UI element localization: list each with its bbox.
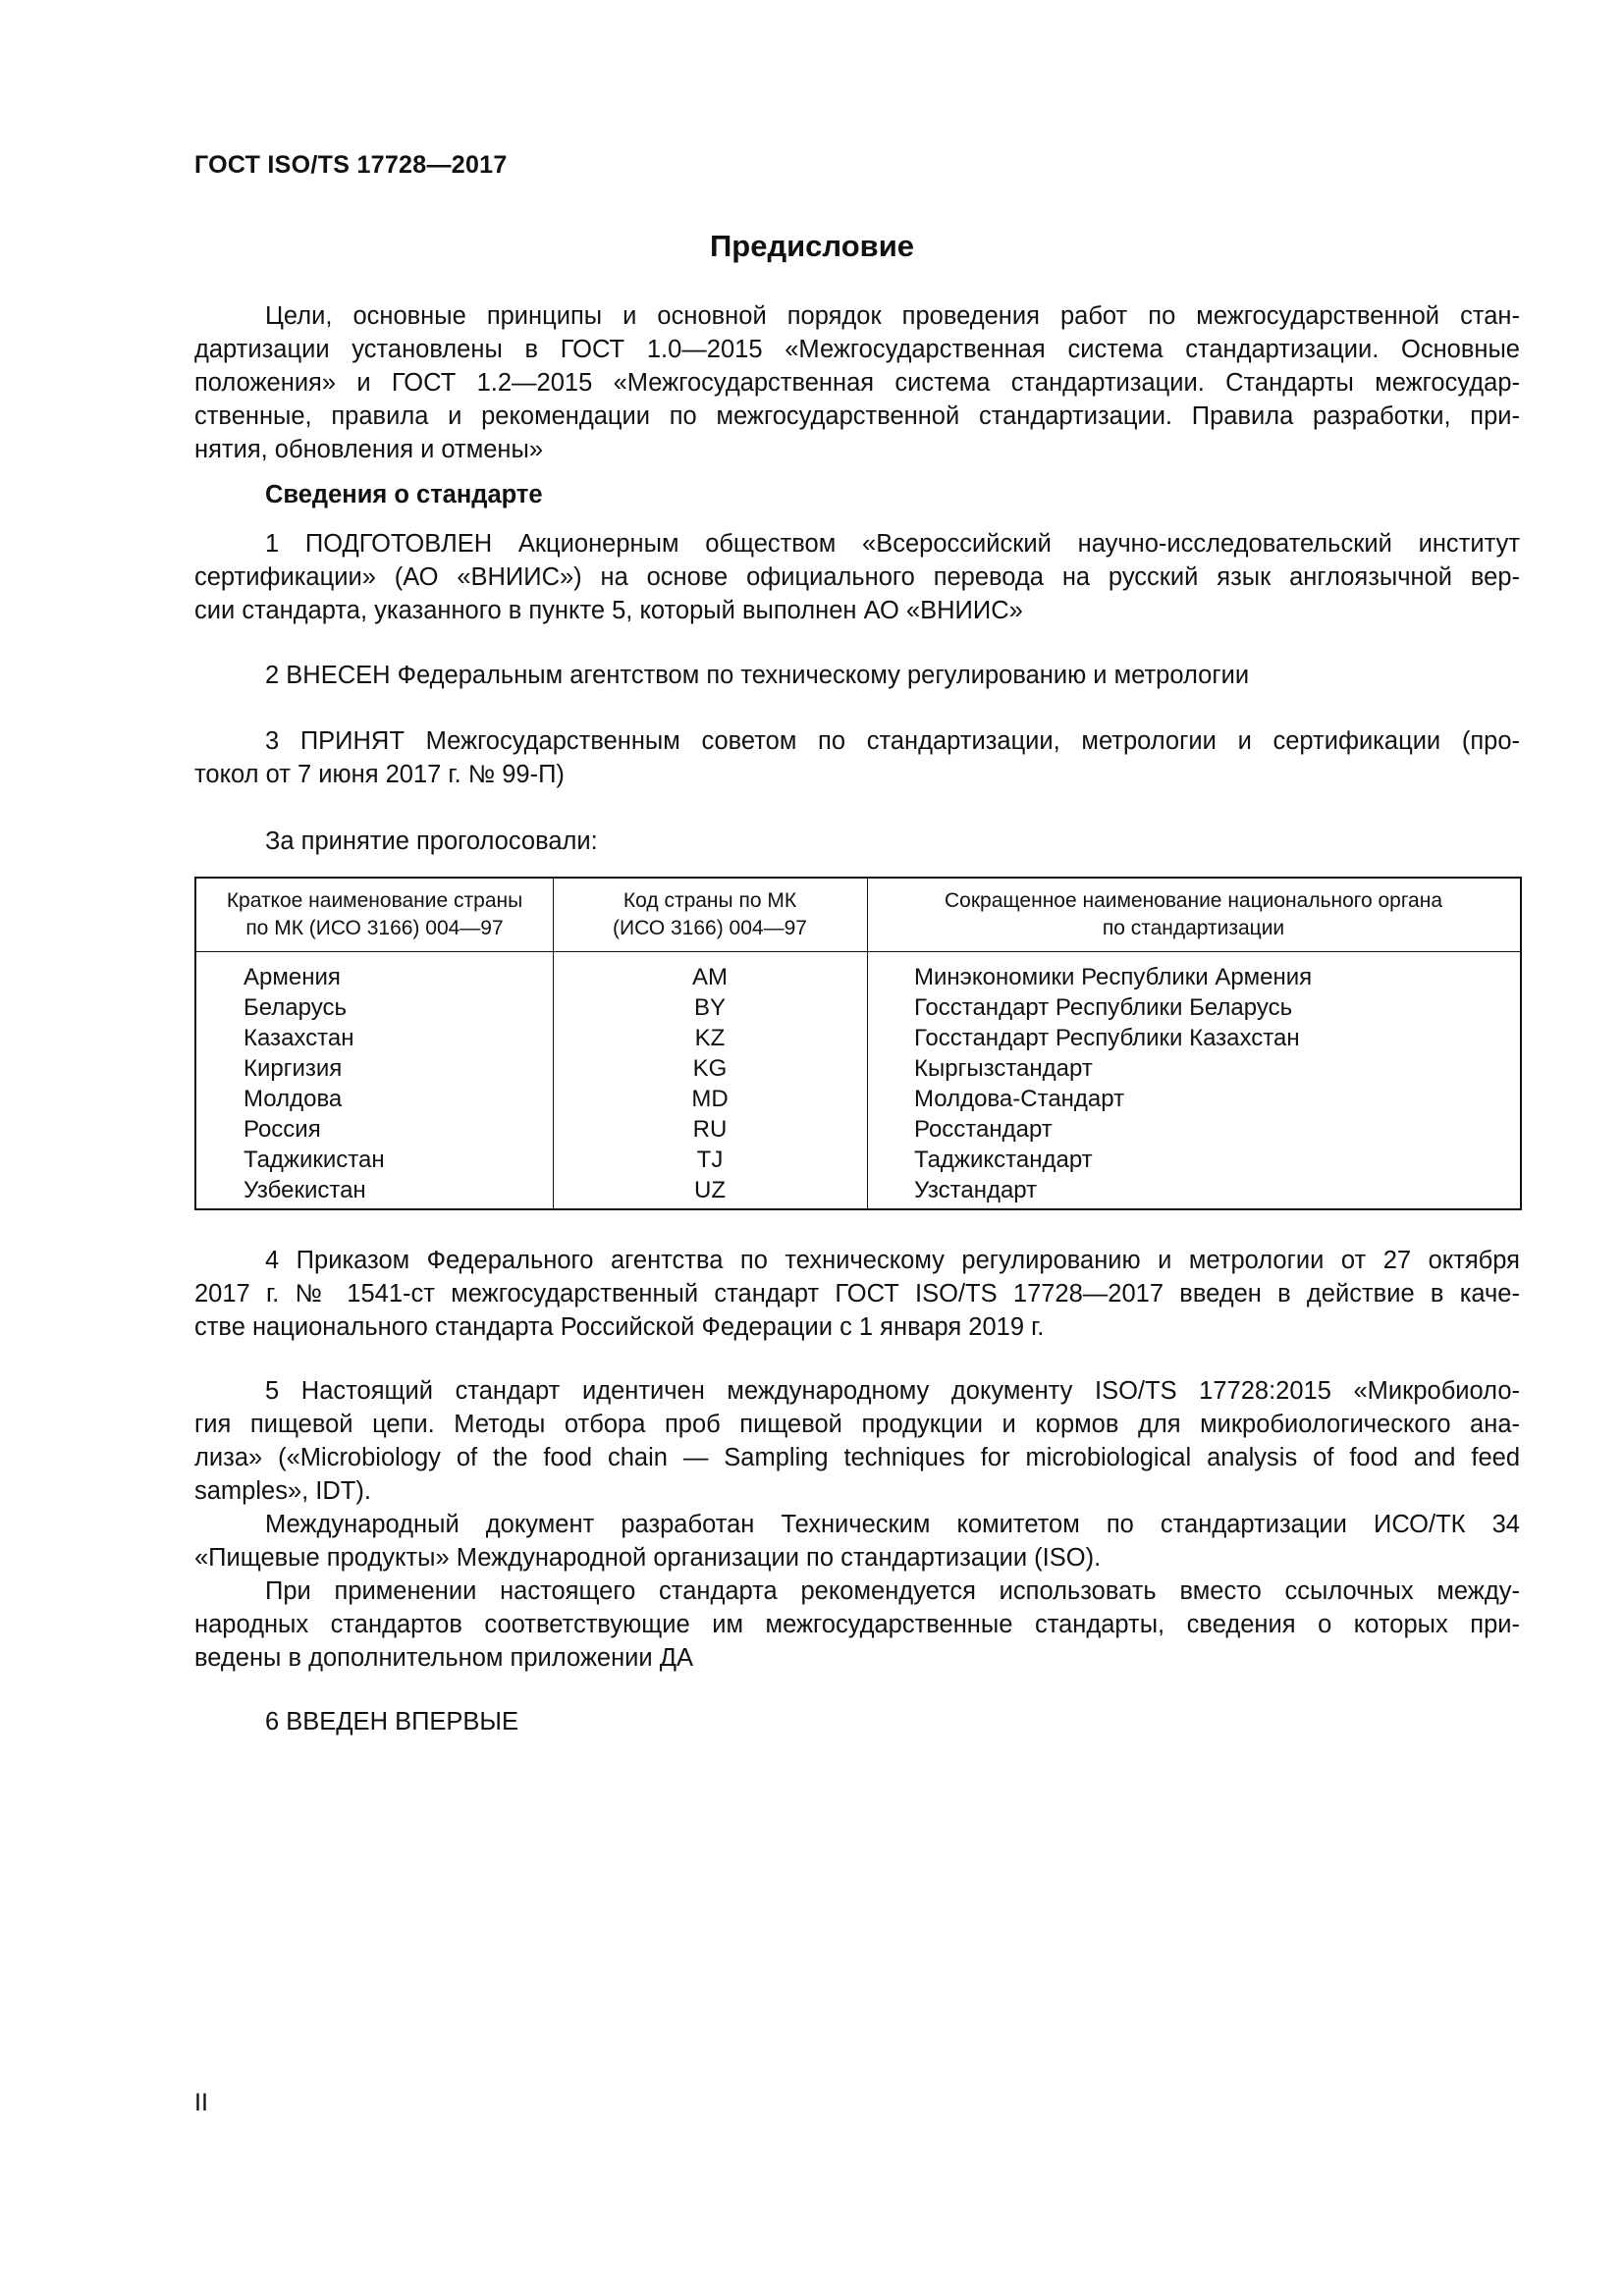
item-1-line: 1 ПОДГОТОВЛЕН Акционерным обществом «Всероссийский научно-исследовательский институт [265,530,1520,558]
table-cell-country: Узбекистан [244,1177,366,1203]
table-cell-body: Росстандарт [914,1116,1053,1143]
item-4-line: стве национального стандарта Российской Федерации с 1 января 2019 г. [194,1313,1045,1341]
header-line: по МК (ИСО 3166) 004—97 [245,917,504,939]
item-5-paragraph [194,1374,1520,1675]
table-cell-body: Молдова-Стандарт [914,1086,1125,1112]
table-header-country [196,887,553,942]
table-cell-country: Казахстан [244,1025,354,1051]
item-4-line: 2017 г. № 1541-ст межгосударственный стандарт ГОСТ ISO/TS 17728—2017 введен в действие в каче- [194,1280,1520,1308]
item-5-line: лиза» («Microbiology of the food chain — Sampling techniques for microbiological analysis of food and feed [194,1444,1520,1471]
table-cell-body: Узстандарт [914,1177,1038,1203]
table-cell-country: Армения [244,964,341,990]
table-cell-country: Молдова [244,1086,343,1112]
intro-line: ственные, правила и рекомендации по межгосударственной стандартизации. Правила разработки, при- [194,402,1520,430]
item-5-line: народных стандартов соответствующие им межгосударственные стандарты, сведения о которых при- [194,1611,1520,1638]
table-header-code [553,887,867,942]
standard-info-heading: Сведения о стандарте [265,481,543,508]
item-4-paragraph [194,1244,1520,1344]
table-cell-body: Минэкономики Республики Армения [914,964,1313,990]
header-line: Сокращенное наименование национального органа [944,889,1443,912]
item-5-line: ведены в дополнительном приложении ДА [194,1644,694,1672]
table-cell-country: Беларусь [244,994,347,1021]
intro-line: нятия, обновления и отмены» [194,436,544,463]
header-line: Краткое наименование страны [226,889,523,912]
table-cell-body: Таджикстандарт [914,1147,1093,1173]
page-title: Предисловие [709,229,914,263]
table-cell-code: TJ [696,1147,724,1173]
item-1-paragraph [194,527,1520,627]
table-cell-body: Госстандарт Республики Беларусь [914,994,1293,1021]
table-cell-code: BY [693,994,726,1021]
table-cell-code: UZ [694,1177,726,1203]
intro-line: Цели, основные принципы и основной порядок проведения работ по межгосударственной стан- [265,302,1520,330]
item-5-line: гия пищевой цепи. Методы отбора проб пищевой продукции и кормов для микробиологического ана- [194,1411,1520,1438]
item-6-paragraph: 6 ВВЕДЕН ВПЕРВЫЕ [265,1708,519,1735]
table-header-body [867,887,1520,942]
country-column [244,962,538,1205]
voting-table [194,877,1522,1210]
table-cell-country: Киргизия [244,1055,343,1082]
table-cell-country: Таджикистан [244,1147,385,1173]
header-line: (ИСО 3166) 004—97 [613,917,807,939]
item-3-line: токол от 7 июня 2017 г. № 99-П) [194,761,565,788]
item-4-line: 4 Приказом Федерального агентства по техническому регулированию и метрологии от 27 октября [265,1247,1520,1274]
intro-line: положения» и ГОСТ 1.2—2015 «Межгосударственная система стандартизации. Стандарты межгосудар- [194,369,1520,397]
voted-label: За принятие проголосовали: [265,828,598,855]
intro-line: дартизации установлены в ГОСТ 1.0—2015 «Межгосударственная система стандартизации. Основные [194,336,1520,363]
table-cell-country: Россия [244,1116,321,1143]
item-1-line: сии стандарта, указанного в пункте 5, который выполнен АО «ВНИИС» [194,597,1023,624]
item-1-line: сертификации» (АО «ВНИИС») на основе официального перевода на русский язык англоязычной вер- [194,563,1520,591]
item-2-paragraph: 2 ВНЕСЕН Федеральным агентством по техническому регулированию и метрологии [265,662,1250,689]
table-cell-code: KG [692,1055,728,1082]
table-cell-body: Кыргызстандарт [914,1055,1093,1082]
table-header-divider [196,951,1520,952]
body-column [914,962,1503,1205]
table-cell-code: MD [691,1086,729,1112]
page-number: II [194,2089,208,2116]
item-5-line: Международный документ разработан Техническим комитетом по стандартизации ИСО/ТК 34 [265,1511,1520,1538]
code-column [553,962,867,1205]
item-3-line: 3 ПРИНЯТ Межгосударственным советом по стандартизации, метрологии и сертификации (про- [265,727,1520,755]
item-5-line: «Пищевые продукты» Международной организации по стандартизации (ISO). [194,1544,1102,1572]
table-cell-code: KZ [694,1025,726,1051]
header-line: по стандартизации [1102,917,1285,939]
table-cell-code: RU [692,1116,728,1143]
item-3-paragraph [194,724,1520,791]
item-5-line: 5 Настоящий стандарт идентичен международному документу ISO/TS 17728:2015 «Микробиоло- [265,1377,1520,1405]
header-line: Код страны по МК [623,889,797,912]
table-cell-code: AM [692,964,728,990]
item-5-line: samples», IDT). [194,1477,371,1505]
table-cell-body: Госстандарт Республики Казахстан [914,1025,1300,1051]
item-5-line: При применении настоящего стандарта рекомендуется использовать вместо ссылочных между- [265,1577,1520,1605]
intro-paragraph [194,299,1520,466]
document-code-header: ГОСТ ISO/TS 17728—2017 [194,151,508,179]
